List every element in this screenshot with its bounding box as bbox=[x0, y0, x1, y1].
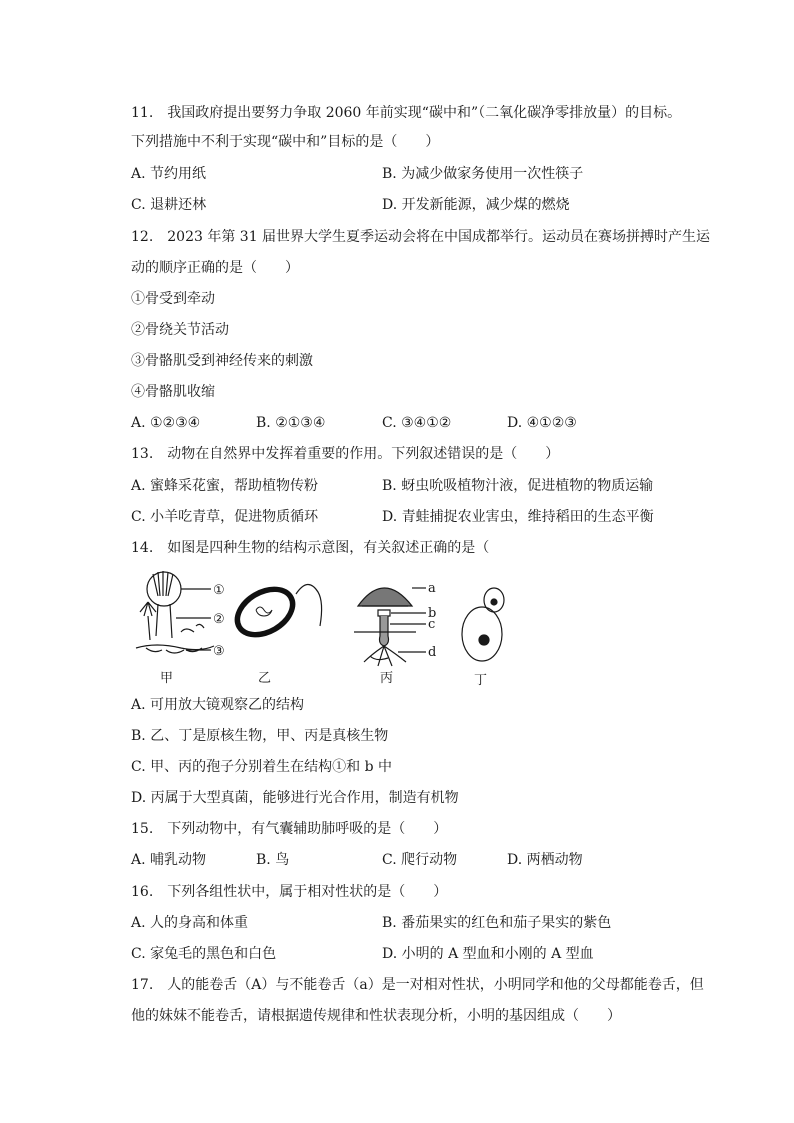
q12-option-b: B. ②①③④ bbox=[256, 415, 326, 431]
q16-stem: 16. 下列各组性状中，属于相对性状的是（ ） bbox=[131, 884, 448, 900]
q12-step-4: ④骨骼肌收缩 bbox=[131, 384, 215, 400]
marker-a: a bbox=[428, 581, 436, 596]
marker-2: ② bbox=[213, 612, 225, 627]
q13-option-b: B. 蚜虫吮吸植物汁液，促进植物的物质运输 bbox=[382, 478, 654, 494]
label-bing: 丙 bbox=[380, 671, 394, 686]
q15-option-d: D. 两栖动物 bbox=[507, 852, 583, 868]
q13-option-c: C. 小羊吃青草，促进物质循环 bbox=[131, 509, 319, 525]
label-ding: 丁 bbox=[474, 673, 488, 688]
q17-stem-line2: 他的妹妹不能卷舌，请根据遗传规律和性状表现分析，小明的基因组成（ ） bbox=[131, 1008, 621, 1024]
marker-d: d bbox=[428, 645, 437, 660]
q12-option-c: C. ③④①② bbox=[382, 415, 452, 431]
q15-option-c: C. 爬行动物 bbox=[382, 852, 458, 868]
q14-stem: 14. 如图是四种生物的结构示意图，有关叙述正确的是（ bbox=[131, 540, 490, 556]
q14-option-c: C. 甲、丙的孢子分别着生在结构①和 b 中 bbox=[131, 759, 392, 775]
organism-ding-yeast bbox=[462, 588, 504, 661]
organism-bing-mushroom bbox=[354, 588, 426, 666]
q14-option-a: A. 可用放大镜观察乙的结构 bbox=[131, 697, 305, 713]
q12-step-1: ①骨受到牵动 bbox=[131, 291, 215, 307]
q14-option-b: B. 乙、丁是原核生物，甲、丙是真核生物 bbox=[131, 728, 389, 744]
q16-option-c: C. 家兔毛的黑色和白色 bbox=[131, 946, 277, 962]
q12-step-2: ②骨绕关节活动 bbox=[131, 322, 229, 338]
q16-option-b: B. 番茄果实的红色和茄子果实的紫色 bbox=[382, 915, 612, 931]
organism-yi-bacterium bbox=[226, 577, 321, 647]
marker-c: c bbox=[428, 617, 436, 632]
q14-organisms-figure bbox=[126, 566, 526, 690]
q15-stem: 15. 下列动物中，有气囊辅助肺呼吸的是（ ） bbox=[131, 821, 448, 837]
q11-option-a: A. 节约用纸 bbox=[131, 166, 207, 182]
q16-option-a: A. 人的身高和体重 bbox=[131, 915, 249, 931]
q11-option-d: D. 开发新能源，减少煤的燃烧 bbox=[382, 197, 570, 213]
q16-option-d: D. 小明的 A 型血和小刚的 A 型血 bbox=[382, 946, 594, 962]
q11-stem-line1: 11. 我国政府提出要努力争取 2060 年前实现“碳中和”（二氧化碳净零排放量）的目标。 bbox=[131, 105, 682, 121]
q17-stem-line1: 17. 人的能卷舌（A）与不能卷舌（a）是一对相对性状，小明同学和他的父母都能卷舌，但 bbox=[131, 977, 704, 993]
q13-option-d: D. 青蛙捕捉农业害虫，维持稻田的生态平衡 bbox=[382, 509, 654, 525]
marker-1: ① bbox=[213, 583, 225, 598]
q11-option-b: B. 为减少做家务使用一次性筷子 bbox=[382, 166, 584, 182]
q15-option-b: B. 鸟 bbox=[256, 852, 290, 868]
q11-option-c: C. 退耕还林 bbox=[131, 197, 207, 213]
q12-option-d: D. ④①②③ bbox=[507, 415, 577, 431]
q12-step-3: ③骨骼肌受到神经传来的刺激 bbox=[131, 353, 313, 369]
q12-stem-line2: 动的顺序正确的是（ ） bbox=[131, 260, 299, 276]
q12-stem-line1: 12. 2023 年第 31 届世界大学生夏季运动会将在中国成都举行。运动员在赛场拼搏时产生运 bbox=[131, 229, 711, 245]
organism-jia-mold bbox=[136, 571, 214, 653]
q14-option-d: D. 丙属于大型真菌，能够进行光合作用，制造有机物 bbox=[131, 790, 459, 806]
q11-stem-line2: 下列措施中不利于实现“碳中和”目标的是（ ） bbox=[131, 134, 440, 150]
q13-option-a: A. 蜜蜂采花蜜，帮助植物传粉 bbox=[131, 478, 319, 494]
label-jia: 甲 bbox=[160, 671, 174, 686]
marker-b: b bbox=[428, 606, 437, 621]
q13-stem: 13. 动物在自然界中发挥着重要的作用。下列叙述错误的是（ ） bbox=[131, 446, 560, 462]
q15-option-a: A. 哺乳动物 bbox=[131, 852, 207, 868]
marker-3: ③ bbox=[213, 644, 225, 659]
label-yi: 乙 bbox=[258, 671, 272, 686]
q12-option-a: A. ①②③④ bbox=[131, 415, 201, 431]
